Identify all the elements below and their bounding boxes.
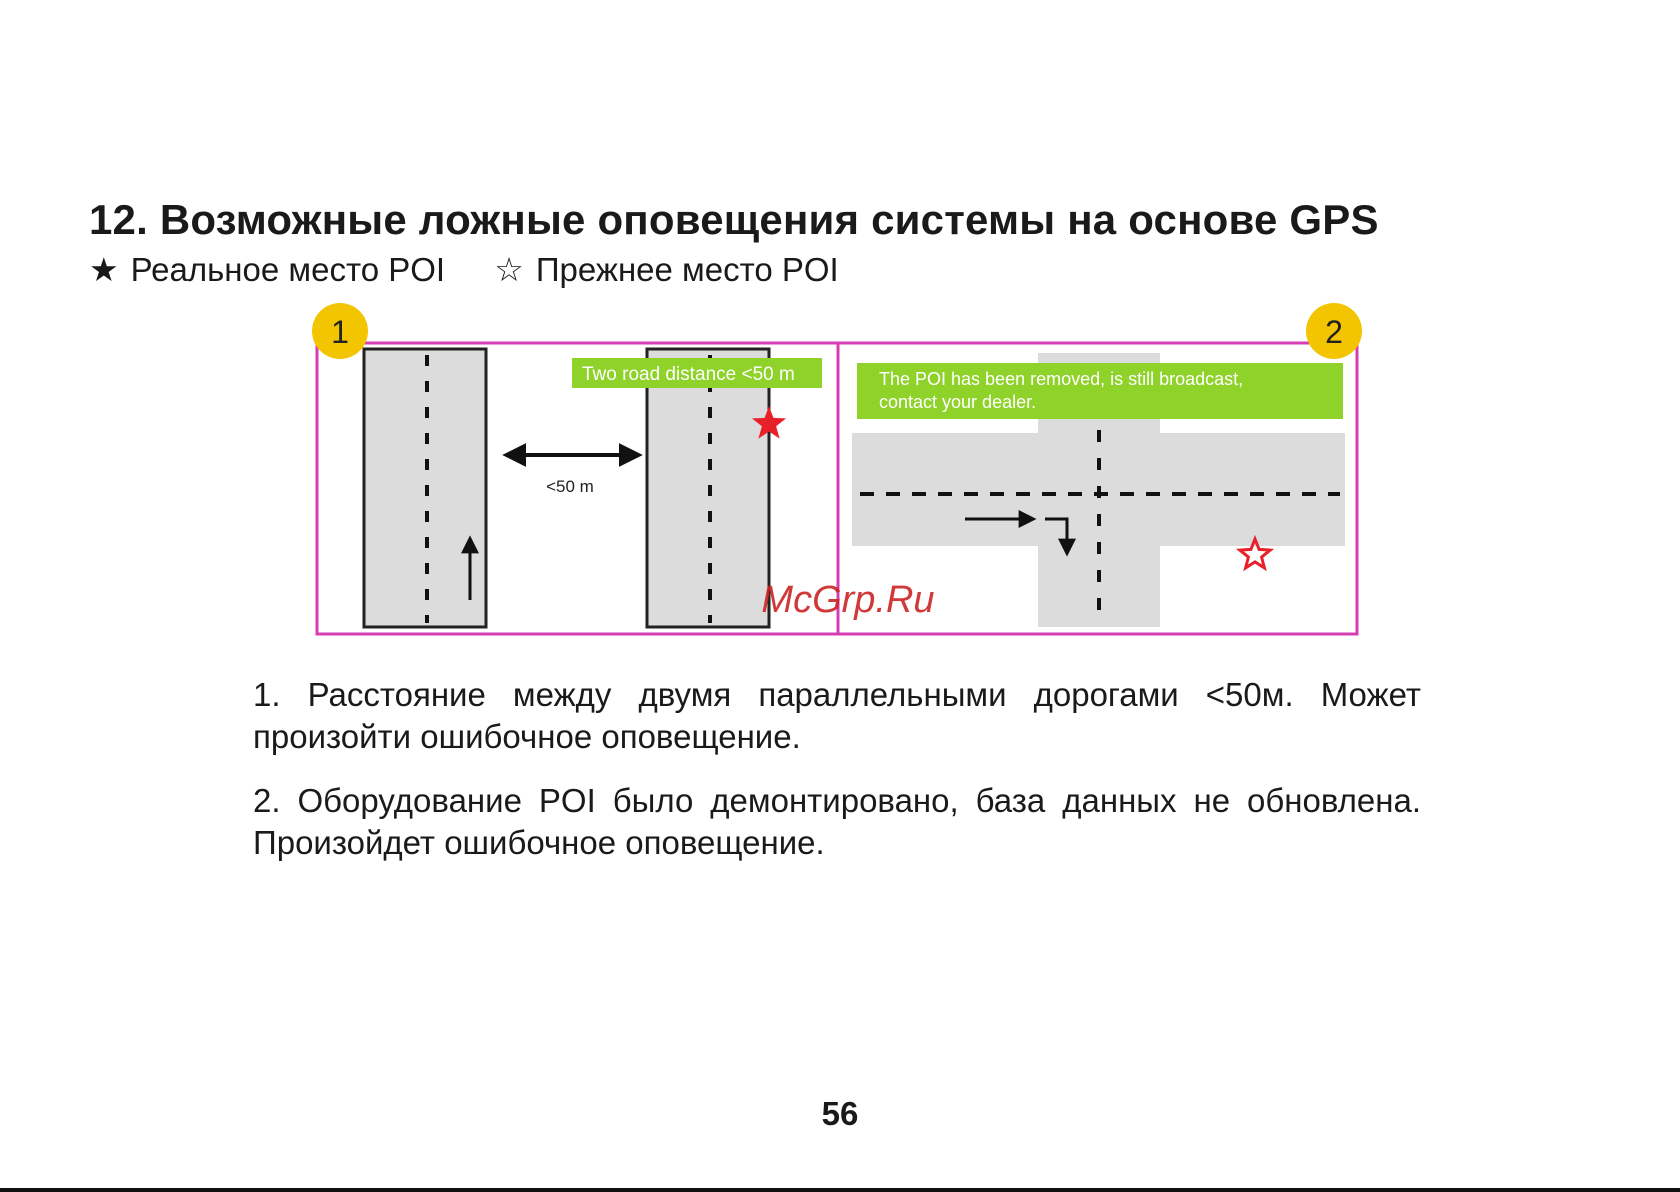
diagram-svg	[300, 295, 1370, 645]
outline-star-icon: ☆	[494, 251, 524, 288]
paragraph-2: 2. Оборудование POI было демонтировано, база данных не обновлена. Произойдет ошибочное оповещение.	[253, 782, 1421, 861]
paragraph-1: 1. Расстояние между двумя параллельными дорогами <50м. Может произойти ошибочное оповещение.	[253, 676, 1421, 755]
section-title: 12. Возможные ложные оповещения системы на основе GPS	[89, 196, 1379, 243]
legend-old-label: Прежнее место POI	[535, 251, 839, 288]
legend-old-poi	[494, 250, 838, 289]
panel-1-badge-number: 1	[331, 314, 349, 350]
panel-2-badge-number: 2	[1325, 314, 1343, 350]
legend	[89, 250, 839, 289]
bottom-rule	[0, 1188, 1680, 1192]
filled-star-icon: ★	[89, 251, 119, 288]
watermark: McGrp.Ru	[761, 579, 935, 621]
legend-real-label: Реальное место POI	[130, 251, 446, 288]
page-number: 56	[821, 1095, 859, 1132]
distance-label: <50 m	[546, 477, 594, 496]
panel-2-banner-line-2: contact your dealer.	[879, 392, 1037, 412]
panel-1	[312, 303, 822, 627]
diagram-figure	[300, 295, 1370, 645]
panel-1-banner-text: Two road distance <50 m	[582, 364, 795, 385]
legend-real-poi	[89, 250, 445, 289]
panel-2-banner-line-1: The POI has been removed, is still broadcast,	[879, 369, 1244, 389]
